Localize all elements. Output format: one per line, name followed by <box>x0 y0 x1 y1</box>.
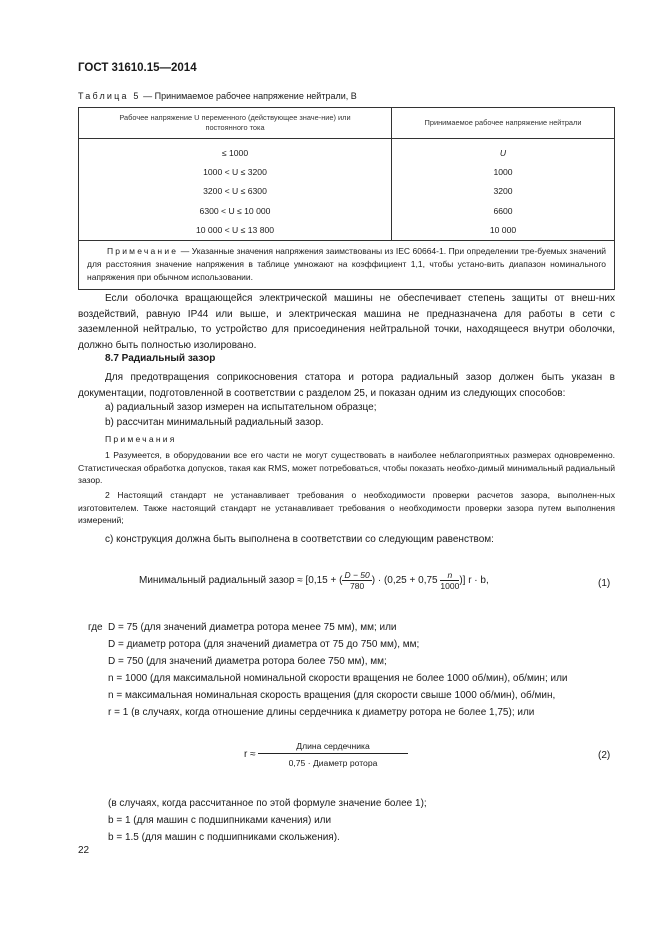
definition-n1: n = 1000 (для максимальной номинальной скорости вращения не более 1000 об/мин), об/мин; или <box>108 673 568 684</box>
table-row <box>79 221 615 241</box>
table-cell-neutral: 1000 <box>392 162 615 181</box>
item-a: a) радиальный зазор измерен на испытательном образце; <box>105 402 377 413</box>
voltage-table <box>78 107 615 290</box>
note-1: 1 Разумеется, в оборудовании все его части не могут существовать в наиболее неблагоприятных размерах одновременно. Статистическая обработка допусков, такая как RMS, может потребоваться, чтобы показать необхо-димый минимальный радиальный зазор. <box>78 450 615 486</box>
formula-1-frac1-num: D − 50 <box>344 570 370 580</box>
table-cell-voltage: 10 000 < U ≤ 13 800 <box>79 221 392 241</box>
formula-1-mid: ) · (0,25 + 0,75 <box>371 575 438 587</box>
where-label: где <box>88 622 103 633</box>
formula-1-fraction-1 <box>342 570 371 591</box>
formula-1-number: (1) <box>598 578 611 589</box>
formula-2-lhs: r ≈ <box>244 749 256 760</box>
table-col1-header: Рабочее напряжение U переменного (действующее значе-ние) или постоянного тока <box>79 108 392 139</box>
item-b: b) рассчитан минимальный радиальный зазор. <box>105 417 324 428</box>
definition-n2: n = максимальная номинальная скорость вращения (для скорости свыше 1000 об/мин), об/мин, <box>108 690 556 701</box>
note-2: 2 Настоящий стандарт не устанавливает требования о необходимости проверки расчетов зазора, выполнен-ных изготовителем. Также настоящий стандарт не устанавливает требования о необходимости проверки зазора путем выполнения измерений; <box>78 490 615 526</box>
definition-b1: b = 1 (для машин с подшипниками качения) или <box>108 815 332 826</box>
formula-1-tail: )] r · b, <box>459 575 489 587</box>
paragraph-enclosure: Если оболочка вращающейся электрической машины не обеспечивает степень защиты от внеш-них воздействий, равную IP44 или выше, и электрическая машина не предназначена для работы в сети с заземленной нейтралью, то устройство для присоединения нейтральной точки, находящееся внутри оболочки, должно быть полностью изолировано. <box>78 293 615 351</box>
table-cell-neutral: 6600 <box>392 201 615 220</box>
definition-b2: b = 1.5 (для машин с подшипниками скольжения). <box>108 832 340 843</box>
definition-d2: D = диаметр ротора (для значений диаметра от 75 до 750 мм), мм; <box>108 639 420 650</box>
definition-d1: D = 75 (для значений диаметра ротора менее 75 мм), мм; или <box>108 622 397 633</box>
table-cell-neutral: 10 000 <box>392 221 615 241</box>
section-title: 8.7 Радиальный зазор <box>105 353 216 364</box>
definition-d3: D = 750 (для значений диаметра ротора более 750 мм), мм; <box>108 656 387 667</box>
table-row <box>79 201 615 220</box>
formula-1-frac2-den: 1000 <box>440 581 460 591</box>
table-note <box>79 240 615 289</box>
table-caption-prefix: Таблица 5 <box>78 91 141 101</box>
section-intro: Для предотвращения соприкосновения статора и ротора радиальный зазор должен быть указан в документации, подготовленной в соответствии с разделом 25, и показан одним из следующих способов: <box>78 372 615 399</box>
formula-1-frac2-num: n <box>440 570 459 581</box>
table-cell-voltage: ≤ 1000 <box>79 139 392 163</box>
formula-1-lhs: Минимальный радиальный зазор ≈ [0,15 + ( <box>139 575 343 587</box>
table-note-text: — Указанные значения напряжения заимствованы из IEC 60664-1. При определении тре-буемых значений для расстояния значение напряжения в таблице умножают на коэффициент 1,1, чтобы устано-вить диапазон номинального напряжения при обычном использовании. <box>87 245 606 282</box>
item-c: c) конструкция должна быть выполнена в соответствии со следующим равенством: <box>105 534 494 545</box>
document-header: ГОСТ 31610.15—2014 <box>78 62 197 74</box>
case-text: (в случаях, когда рассчитанное по этой формуле значение более 1); <box>108 798 427 809</box>
table-row <box>79 139 615 163</box>
table-caption-text: — Принимаемое рабочее напряжение нейтрали, В <box>140 91 357 101</box>
formula-1-frac1-den: 780 <box>350 581 365 591</box>
table-row <box>79 162 615 181</box>
formula-2-denominator: 0,75 · Диаметр ротора <box>288 758 378 768</box>
table-cell-voltage: 6300 < U ≤ 10 000 <box>79 201 392 220</box>
formula-1-fraction-2 <box>440 570 459 591</box>
table-cell-voltage: 1000 < U ≤ 3200 <box>79 162 392 181</box>
table-cell-neutral: U <box>392 139 615 163</box>
formula-2-number: (2) <box>598 750 611 761</box>
formula-1 <box>139 570 489 591</box>
definition-r1: r = 1 (в случаях, когда отношение длины сердечника к диаметру ротора не более 1,75); или <box>108 707 535 718</box>
notes-title: Примечания <box>105 434 177 444</box>
table-note-label: Примечание <box>107 245 179 256</box>
page-number: 22 <box>78 845 90 856</box>
table-col2-header: Принимаемое рабочее напряжение нейтрали <box>392 108 615 139</box>
formula-2-numerator: Длина сердечника <box>258 741 408 754</box>
formula-2-fraction <box>258 741 408 768</box>
table-row <box>79 182 615 201</box>
table-cell-neutral: 3200 <box>392 182 615 201</box>
table-caption <box>78 91 357 101</box>
table-cell-voltage: 3200 < U ≤ 6300 <box>79 182 392 201</box>
